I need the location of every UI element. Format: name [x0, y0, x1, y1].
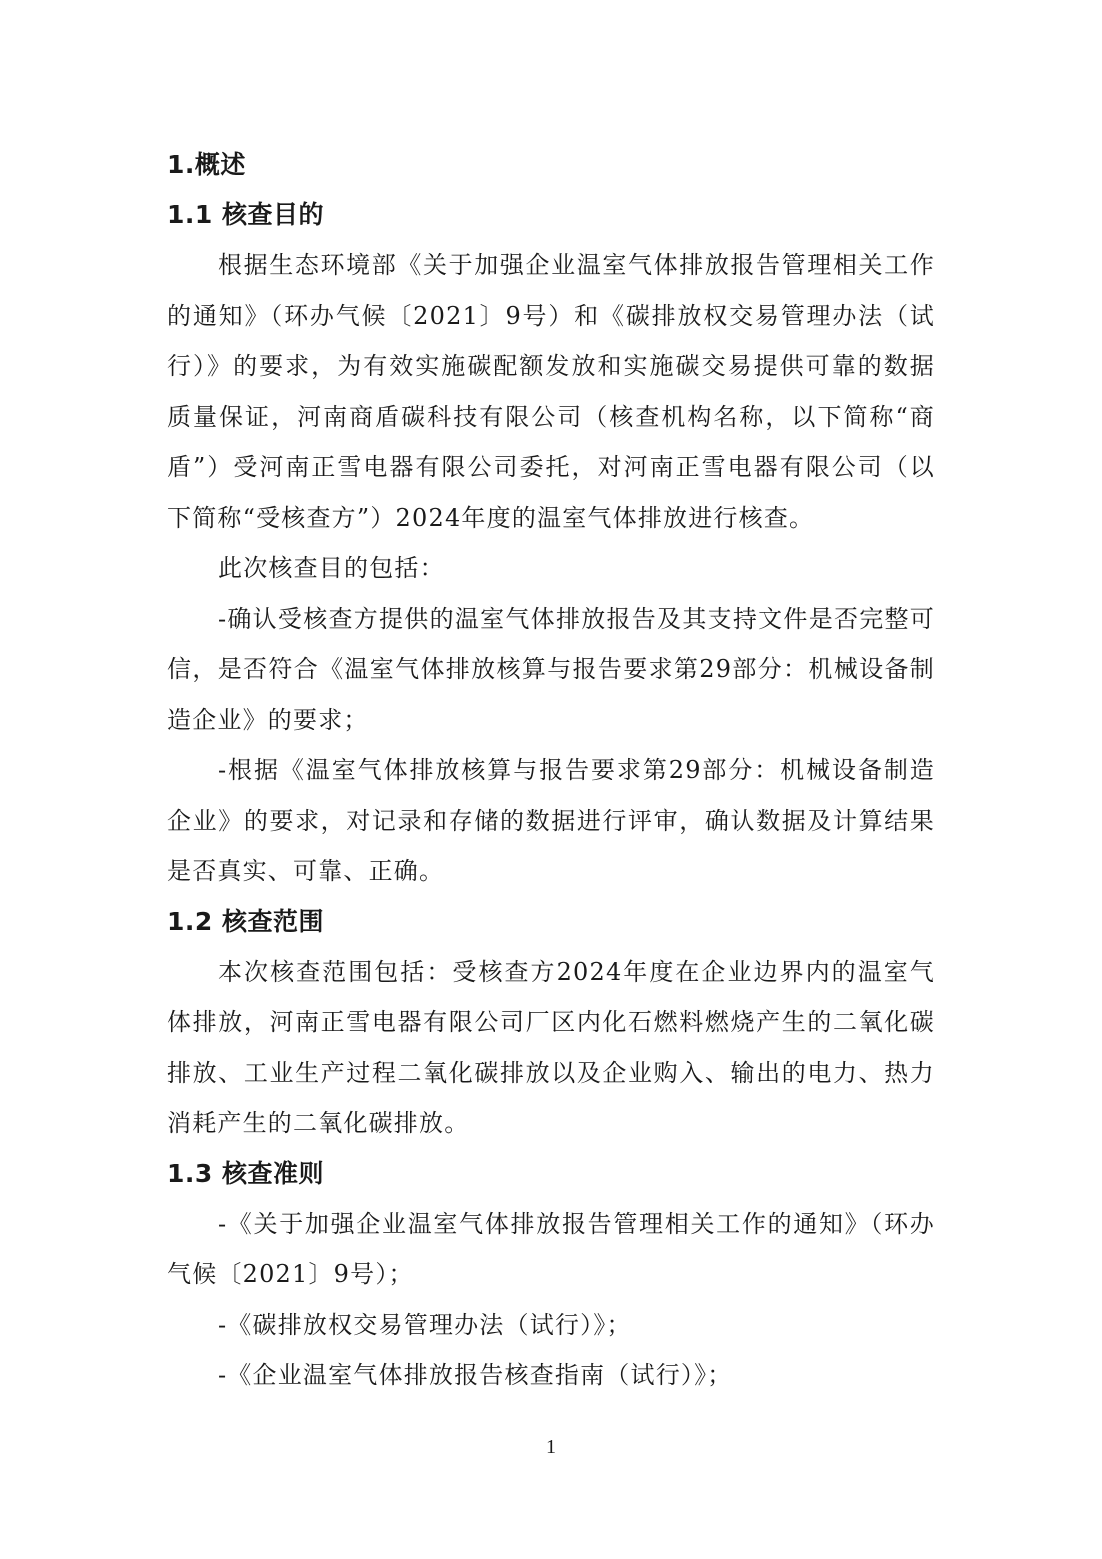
paragraph-purpose-list-intro: 此次核查目的包括：	[218, 554, 445, 582]
section-heading-purpose: 1.1 核查目的	[167, 200, 324, 229]
section-heading-scope: 1.2 核查范围	[167, 906, 324, 936]
paragraph-purpose-item-1: -确认受核查方提供的温室气体排放报告及其支持文件是否完整可信，是否符合《温室气体排放核算与报告要求第29部分：机械设备制造企业》的要求；	[167, 604, 935, 734]
paragraph-purpose-item-2: -根据《温室气体排放核算与报告要求第29部分：机械设备制造企业》的要求，对记录和存储的数据进行评审，确认数据及计算结果是否真实、可靠、正确。	[167, 756, 935, 885]
section-heading-criteria: 1.3 核查准则	[167, 1158, 324, 1188]
page-number: 1	[546, 1436, 556, 1458]
paragraph-scope: 本次核查范围包括：受核查方2024年度在企业边界内的温室气体排放，河南正雪电器有限公司厂区内化石燃料燃烧产生的二氧化碳排放、工业生产过程二氧化碳排放以及企业购入、输出的电力、热力消耗产生的二氧化碳排放。	[167, 957, 935, 1137]
paragraph-purpose-intro: 根据生态环境部《关于加强企业温室气体排放报告管理相关工作的通知》（环办气候〔2021〕9号）和《碳排放权交易管理办法（试行）》的要求，为有效实施碳配额发放和实施碳交易提供可靠的数据质量保证，河南商盾碳科技有限公司（核查机构名称，以下简称“商盾”）受河南正雪电器有限公司委托，对河南正雪电器有限公司（以下简称“受核查方”）2024年度的温室气体排放进行核查。	[167, 251, 935, 532]
chapter-heading: 1.概述	[167, 150, 246, 179]
paragraph-criteria-item-3: -《企业温室气体排放报告核查指南（试行）》；	[218, 1361, 733, 1389]
paragraph-criteria-item-2: -《碳排放权交易管理办法（试行）》；	[218, 1310, 632, 1339]
document-body	[167, 140, 935, 1401]
paragraph-criteria-item-1: -《关于加强企业温室气体排放报告管理相关工作的通知》（环办气候〔2021〕9号）；	[167, 1209, 935, 1288]
